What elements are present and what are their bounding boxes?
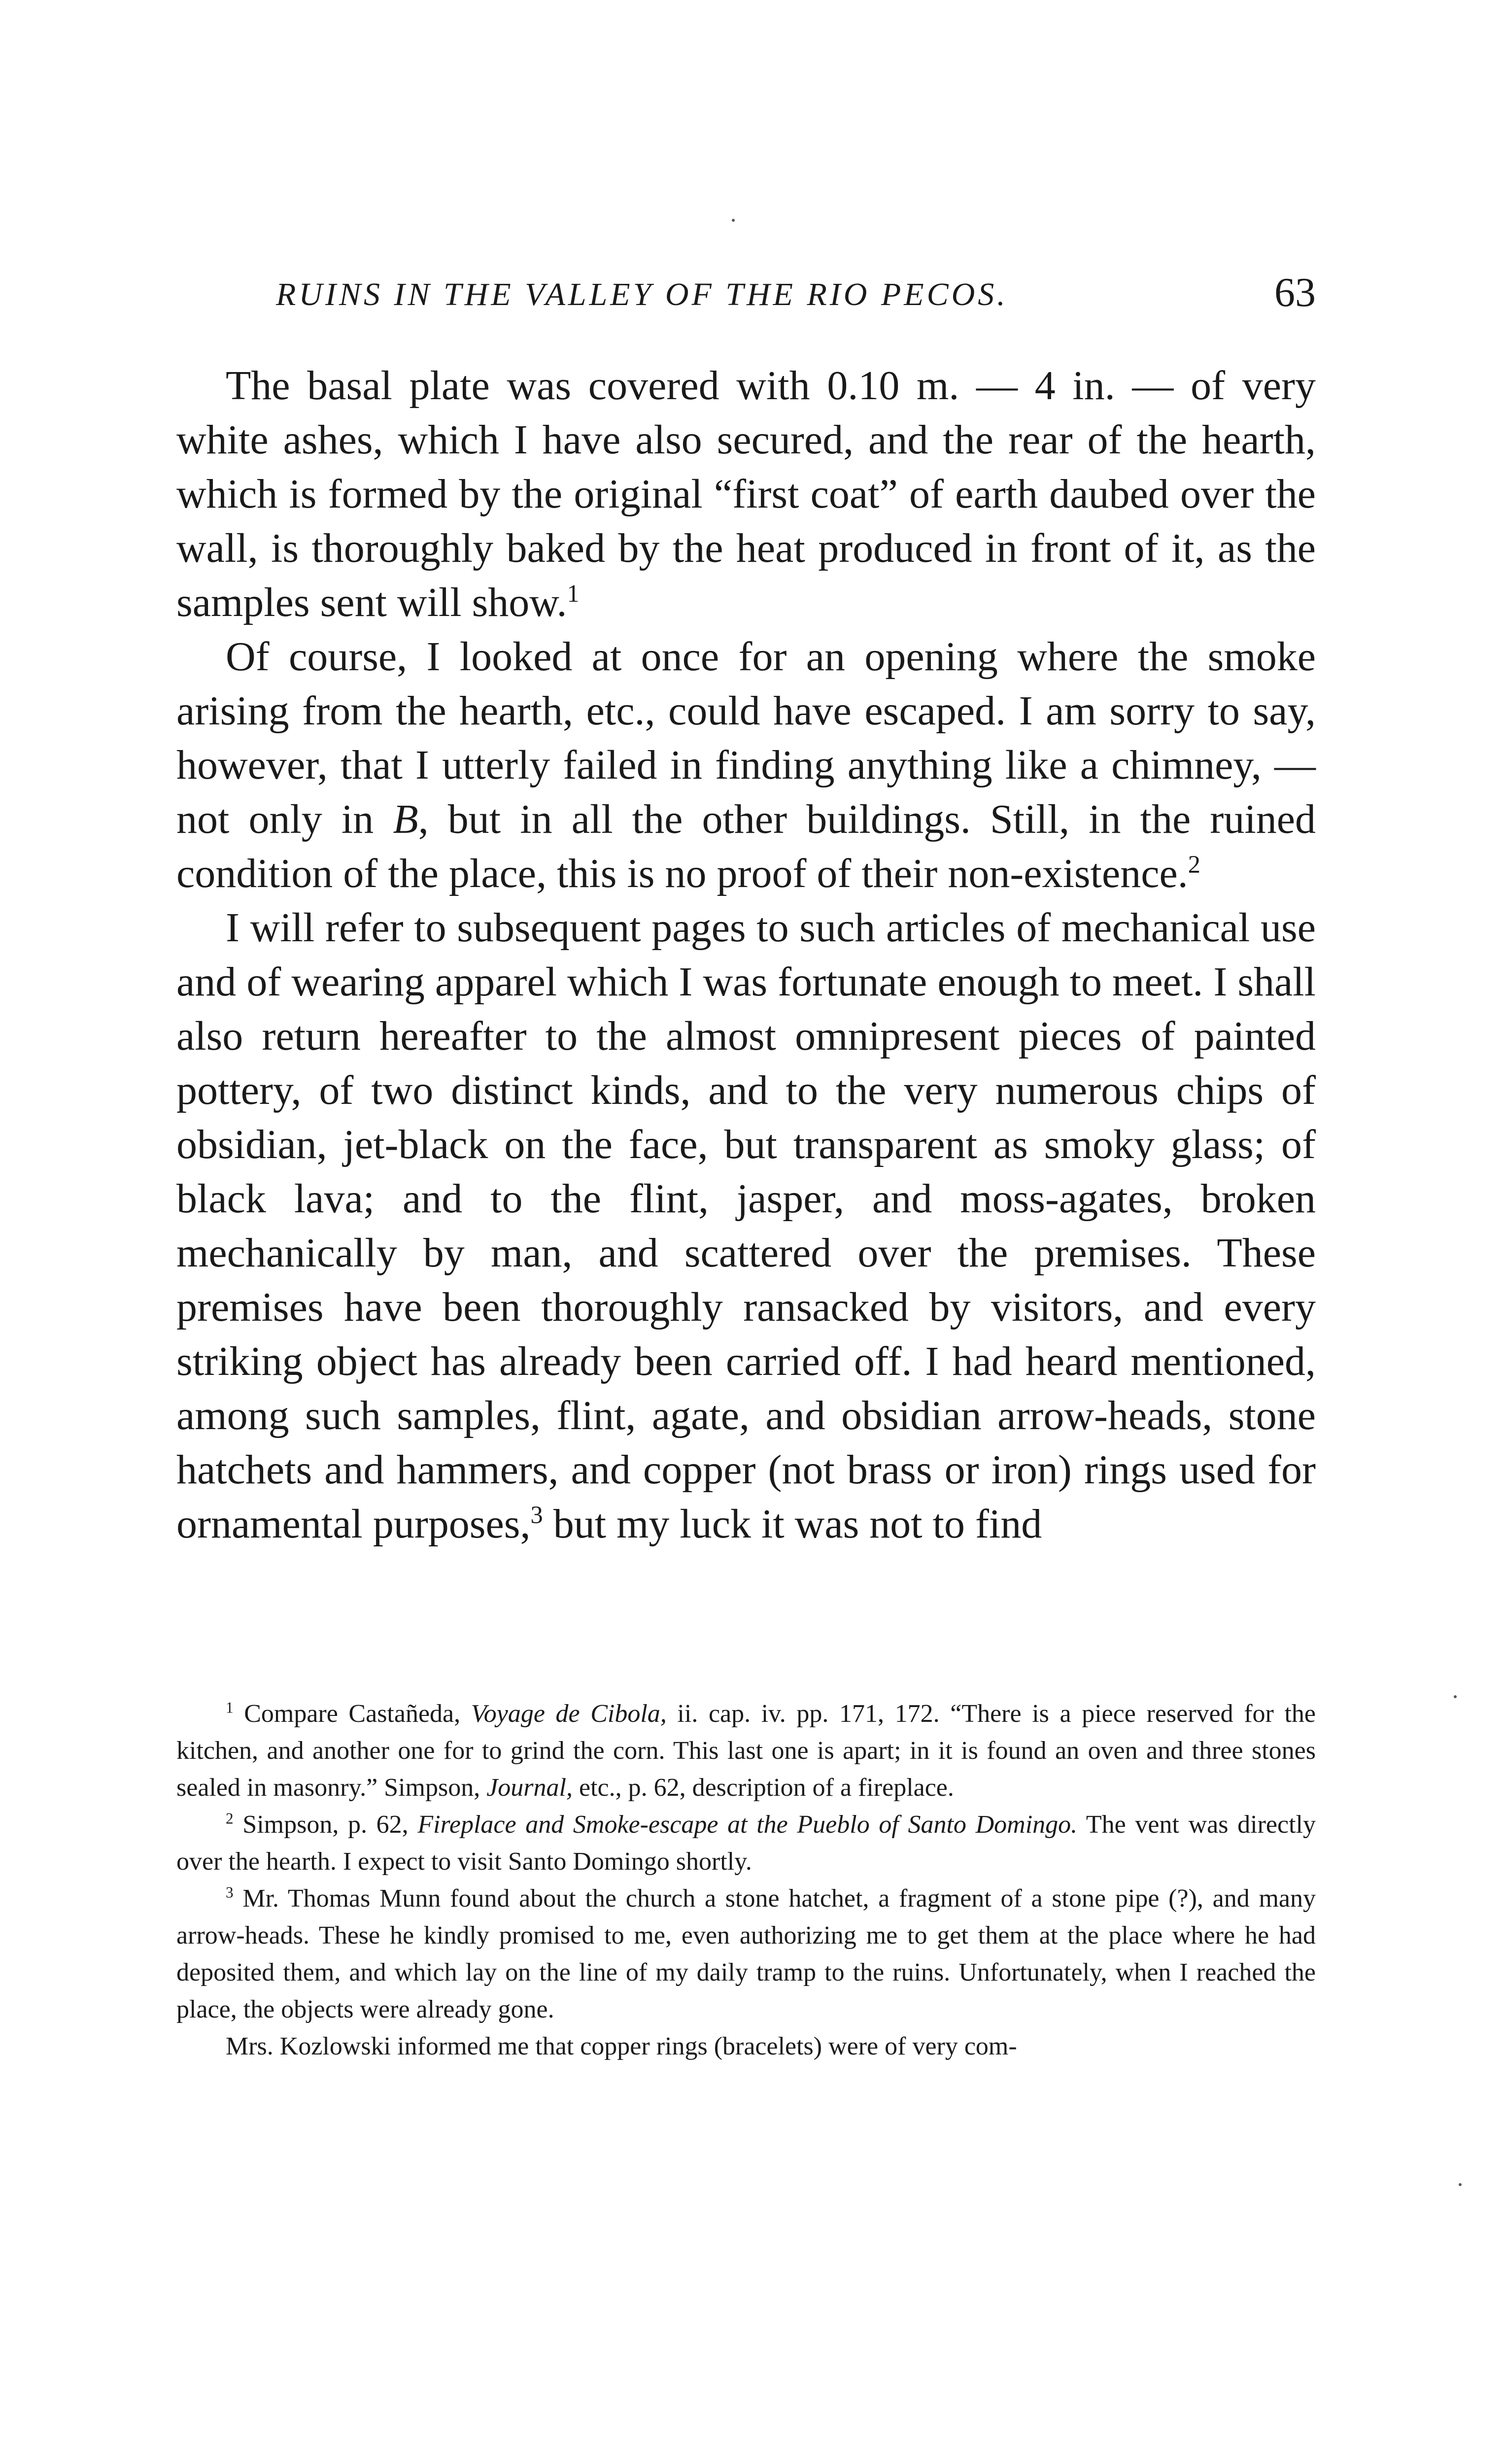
paragraph-2-italic: B bbox=[393, 796, 418, 842]
footnote-ref-3: 3 bbox=[530, 1501, 543, 1529]
page-header bbox=[276, 270, 1316, 324]
footnote-3-continuation-text: Mrs. Kozlowski informed me that copper rings (bracelets) were of very com- bbox=[226, 2032, 1017, 2060]
paragraph-3 bbox=[176, 901, 1316, 1551]
footnote-1-italic-2: Journal, bbox=[486, 1774, 573, 1802]
footnote-2-number: 2 bbox=[226, 1810, 234, 1827]
footnote-1-text-c: etc., p. 62, description of a fireplace. bbox=[572, 1774, 954, 1802]
body-text bbox=[176, 359, 1316, 1551]
footnote-1-number: 1 bbox=[226, 1699, 234, 1716]
paragraph-2-text-before: Of course, I looked at once for an opening where the smoke arising from the hearth, etc., could have escaped. I am sorry to say, however, that I utterly failed in finding anything like a chimney, — not only in bbox=[176, 634, 1316, 842]
paragraph-3-text-after: but my luck it was not to find bbox=[543, 1501, 1042, 1547]
footnote-2-text-b: The vent was directly over the hearth. I expect to visit Santo Domingo shortly. bbox=[176, 1811, 1316, 1876]
footnotes bbox=[176, 1695, 1316, 2065]
print-speck bbox=[1459, 2183, 1462, 2186]
print-speck bbox=[732, 219, 735, 222]
print-speck bbox=[1454, 1695, 1457, 1698]
running-title: RUINS IN THE VALLEY OF THE RIO PECOS. bbox=[276, 276, 1008, 312]
footnote-2-text-a: Simpson, p. 62, bbox=[233, 1811, 418, 1839]
paragraph-2 bbox=[176, 630, 1316, 901]
footnote-3-number: 3 bbox=[226, 1883, 234, 1901]
footnote-3-continuation bbox=[176, 2028, 1316, 2065]
footnote-2 bbox=[176, 1806, 1316, 1880]
footnote-ref-2: 2 bbox=[1188, 851, 1200, 878]
footnote-1-italic: Voyage de Cibola, bbox=[471, 1700, 667, 1728]
paragraph-1-text: The basal plate was covered with 0.10 m. — 4 in. — of very white ashes, which I have also secured, and the rear of the hearth, which is formed by the original “first coat” of earth daubed over the wall, is thoroughly baked by the heat produced in front of it, as the samples sent will show. bbox=[176, 363, 1316, 625]
footnote-ref-1: 1 bbox=[567, 580, 580, 607]
footnote-1-text-b: ii. cap. iv. pp. 171, 172. “There is a piece reserved for the kitchen, and another one for to grind the corn. This last one is apart; in it is found an oven and three stones sealed in masonry.” Simpson, bbox=[176, 1700, 1316, 1802]
footnote-1-text-a: Compare Castañeda, bbox=[233, 1700, 471, 1728]
footnote-3-text: Mr. Thomas Munn found about the church a stone hatchet, a fragment of a stone pipe (?), and many arrow-heads. These he kindly promised to me, even authorizing me to get them at the place where he had deposited them, and which lay on the line of my daily tramp to the ruins. Unfortunately, when I reached the place, the objects were already gone. bbox=[176, 1884, 1316, 2023]
page-number: 63 bbox=[1274, 270, 1316, 315]
footnote-2-italic: Fireplace and Smoke-escape at the Pueblo of Santo Domingo. bbox=[417, 1811, 1078, 1839]
paragraph-1 bbox=[176, 359, 1316, 630]
paragraph-2-text-after: , but in all the other buildings. Still, in the ruined condition of the place, this is no proof of their non-existence. bbox=[176, 796, 1316, 896]
footnote-3 bbox=[176, 1880, 1316, 2028]
footnote-1 bbox=[176, 1695, 1316, 1806]
paragraph-3-text-before: I will refer to subsequent pages to such articles of mechanical use and of wearing apparel which I was fortunate enough to meet. I shall also return hereafter to the almost omnipresent pieces of painted pottery, of two distinct kinds, and to the very numerous chips of obsidian, jet-black on the face, but transparent as smoky glass; of black lava; and to the flint, jasper, and moss-agates, broken mechanically by man, and scattered over the premises. These premises have been thoroughly ransacked by visitors, and every striking object has already been carried off. I had heard mentioned, among such samples, flint, agate, and obsidian arrow-heads, stone hatchets and hammers, and copper (not brass or iron) rings used for ornamental purposes, bbox=[176, 905, 1316, 1547]
